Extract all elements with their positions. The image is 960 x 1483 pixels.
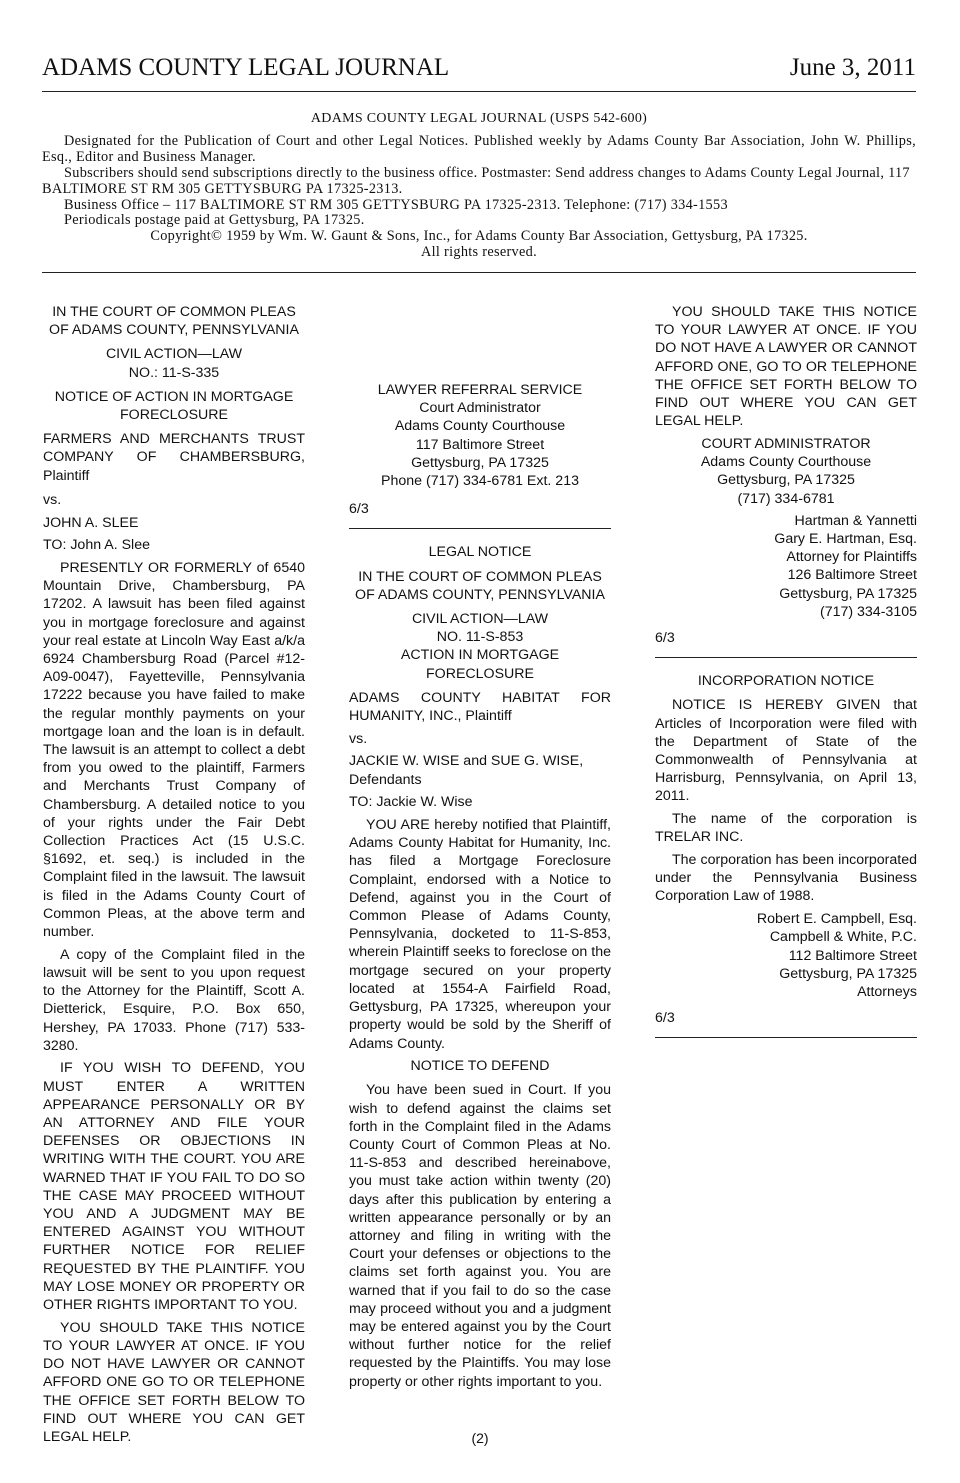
attorney-name: Gary E. Hartman, Esq. [774,530,917,547]
notice1-date: 6/3 [349,501,369,518]
masthead-rights: All rights reserved. [421,244,537,261]
notice1-body-3: IF YOU WISH TO DEFEND, YOU MUST ENTER A WRITTEN APPEARANCE PERSONALLY OR BY AN ATTORNEY AND FILE YOUR DEFENSES OR OBJECTIONS IN WRITING WITH THE COURT. YOU ARE WARNED THAT IF YOU FAIL TO DO SO THE CASE MAY PROCEED WITHOUT YOU AND A JUDGMENT MAY BE ENTERED AGAINST YOU WITHOUT FURTHER NOTICE FOR RELIEF REQUESTED BY THE PLAINTIFF. YOU MAY LOSE MONEY OR PROPERTY OR OTHER RIGHTS IMPORTANT TO YOU. [43,1060,305,1314]
notice1-title: NOTICE OF ACTION IN MORTGAGE FORECLOSURE [54,388,294,424]
running-head [42,54,916,88]
attorney-city: Gettysburg, PA 17325 [779,585,917,602]
column-2 [349,303,611,1395]
notice2-body-3: YOU SHOULD TAKE THIS NOTICE TO YOUR LAWYER AT ONCE. IF YOU DO NOT HAVE A LAWYER OR CANNOT AFFORD ONE, GO TO OR TELEPHONE THE OFFICE SET FORTH BELOW TO FIND OUT WHERE YOU CAN GET LEGAL HELP. [655,304,917,430]
notice2-action-text: CIVIL ACTION—LAW [411,611,549,628]
referral-line-2: Adams County Courthouse [394,418,566,435]
notice1-vs: vs. [43,491,62,508]
notice-separator [349,528,611,529]
column-1 [43,303,305,1451]
notice2-defendants: JACKIE W. WISE and SUE G. WISE, Defendants [349,753,584,788]
referral-line-5: Phone (717) 334-6781 Ext. 213 [381,473,579,490]
admin-line-3: (717) 334-6781 [737,490,835,507]
attorney-phone: (717) 334-3105 [819,603,917,620]
masthead-periodicals: Periodicals postage paid at Gettysburg, PA 17325. [64,212,365,229]
notice2-date: 6/3 [655,629,675,646]
notice1-body-1: PRESENTLY OR FORMERLY of 6540 Mountain Drive, Chambersburg, PA 17202. A lawsuit has been filed against you in mortgage foreclosure and against your real estate at Lincoln Way East a/k/a 6924 Chambersburg Road (Parcel #12-A09-0047), Fayetteville, Pennsylvania 17222 because you have failed to make the regular monthly payments on your mortgage loan and the loan is in default. The lawsuit is an attempt to collect a debt from you owed to the plaintiff, Farmers and Merchants Trust Company of Chambersburg. A detailed notice to you of your rights under the Fair Debt Collection Practices Act (15 U.S.C. §1692, et. seq.) is included in the Complaint filed in the lawsuit. The lawsuit is filed in the Adams County Court of Common Pleas, at the above term and number. [43,559,305,940]
admin-line-2: Gettysburg, PA 17325 [717,472,855,489]
referral-name: LAWYER REFERRAL SERVICE [377,382,583,398]
issue-date: June 3, 2011 [789,54,916,81]
notice3-heading: INCORPORATION NOTICE [697,673,875,690]
notice1-referral [349,381,611,490]
notice1-action-text: CIVIL ACTION—LAW [105,346,243,363]
notice1-action [43,345,305,381]
attorney-street: 126 Baltimore Street [787,567,917,584]
notice2-plaintiff: ADAMS COUNTY HABITAT FOR HUMANITY, INC., Plaintiff [349,689,611,725]
masthead-subscribers: Subscribers should send subscriptions directly to the business office. Postmaster: Send address changes to Adams County Legal Journal, 117 BALTIMORE ST RM 305 GETTYSBURG PA 17325-2313. [42,164,910,197]
notice1-number: NO.: 11-S-335 [128,364,220,381]
page-number: (2) [471,1430,489,1446]
notice2-body-1: YOU ARE hereby notified that Plaintiff, Adams County Habitat for Humanity, Inc. has filed a Mortgage Foreclosure Complaint, endorsed with a Notice to Defend, against you in the Court of Common Please of Adams County, Pennsylvania, docketed to 11-S-853, wherein Plaintiff seeks to foreclose on the mortgage secured on your property located at 1554-A Fairfield Road, Gettysburg, PA 17325, whereupon your property would be sold by the Sheriff of Adams County. [349,817,611,1052]
masthead-copyright: Copyright© 1959 by Wm. W. Gaunt & Sons, Inc., for Adams County Bar Association, Gettysburg, PA 17325. [150,228,808,245]
column-3 [655,303,917,1052]
notice1-court: IN THE COURT OF COMMON PLEAS OF ADAMS COUNTY, PENNSYLVANIA [49,304,299,339]
notice1-body-4: YOU SHOULD TAKE THIS NOTICE TO YOUR LAWYER AT ONCE. IF YOU DO NOT HAVE LAWYER OR CANNOT AFFORD ONE GO TO OR TELEPHONE THE OFFICE SET FORTH BELOW TO FIND OUT WHERE YOU CAN GET LEGAL HELP. [43,1319,305,1445]
header-rule [42,91,916,92]
admin-line-1: Adams County Courthouse [700,454,872,471]
notice3-attorney-signature [655,910,917,1001]
notice1-body-2: A copy of the Complaint filed in the lawsuit will be sent to you upon request to the Attorney for the Plaintiff, Scott A. Dietterick, Esquire, P.O. Box 650, Hershey, PA 17033. Phone (717) 533-3280. [43,946,305,1054]
attorney-street: 112 Baltimore Street [788,947,917,964]
notice-separator [655,1037,917,1038]
attorney-city: Gettysburg, PA 17325 [779,965,917,982]
notice2-number: NO. 11-S-853 [436,629,524,646]
notice2-body-2: You have been sued in Court. If you wish to defend against the claims set forth in the Complaint filed in the Adams County Court of Common Pleas at No. 11-S-853 and described hereinabove, you must take action within twenty (20) days after this publication by entering a written appearance personally or by an attorney and filing in writing with the Court your defenses or objections to the claims set forth against you. You are warned that if you fail to do so the case may proceed without you and a judgment may be entered against you by the Court without further notice for the relief requested by the Plaintiffs. You may lose property or other rights important to you. [349,1082,611,1390]
notice2-to: TO: Jackie W. Wise [349,794,473,811]
attorney-role: Attorney for Plaintiffs [786,549,917,566]
notice1-to: TO: John A. Slee [43,537,150,554]
notice2-action [349,610,611,683]
notice2-admin [655,435,917,508]
notice2-court: IN THE COURT OF COMMON PLEAS OF ADAMS COUNTY, PENNSYLVANIA [355,568,605,603]
masthead-title: ADAMS COUNTY LEGAL JOURNAL (USPS 542-600) [310,111,648,126]
notice3-date: 6/3 [655,1010,675,1027]
referral-line-3: 117 Baltimore Street [415,436,545,453]
notice2-vs: vs. [349,730,368,747]
masthead-business-office: Business Office – 117 BALTIMORE ST RM 305 GETTYSBURG PA 17325-2313. Telephone: (717) 334-1553 [64,196,728,213]
notice3-body-1: NOTICE IS HEREBY GIVEN that Articles of Incorporation were filed with the Department of State of the Commonwealth of Pennsylvania at Harrisburg, Pennsylvania, on April 13, 2011. [655,697,917,805]
attorney-role: Attorneys [857,983,917,1000]
referral-line-4: Gettysburg, PA 17325 [411,454,549,471]
journal-name: ADAMS COUNTY LEGAL JOURNAL [42,54,450,81]
notice2-defend-heading: NOTICE TO DEFEND [410,1058,550,1075]
notice1-defendant: JOHN A. SLEE [43,514,139,531]
notice2-title: ACTION IN MORTGAGE FORECLOSURE [400,647,560,682]
notice3-body-3: The corporation has been incorporated under the Pennsylvania Business Corporation Law of 1988. [655,851,917,905]
attorney-firm: Campbell & White, P.C. [769,929,917,946]
admin-name: COURT ADMINISTRATOR [701,435,871,452]
notice-separator [655,657,917,658]
notice1-plaintiff: FARMERS AND MERCHANTS TRUST COMPANY OF CHAMBERSBURG, Plaintiff [43,431,305,484]
masthead-designated: Designated for the Publication of Court and other Legal Notices. Published weekly by Adams County Bar Association, John W. Phillips, Esq., Editor and Business Manager. [42,132,916,165]
referral-line-1: Court Administrator [419,400,541,417]
notice2-heading: LEGAL NOTICE [428,544,532,561]
masthead [42,111,916,261]
masthead-rule [42,272,916,273]
notice2-attorney-signature [655,512,917,621]
notice3-body-2: The name of the corporation is TRELAR INC. [655,811,917,846]
attorney-name: Robert E. Campbell, Esq. [756,911,917,928]
attorney-firm: Hartman & Yannetti [794,512,917,529]
